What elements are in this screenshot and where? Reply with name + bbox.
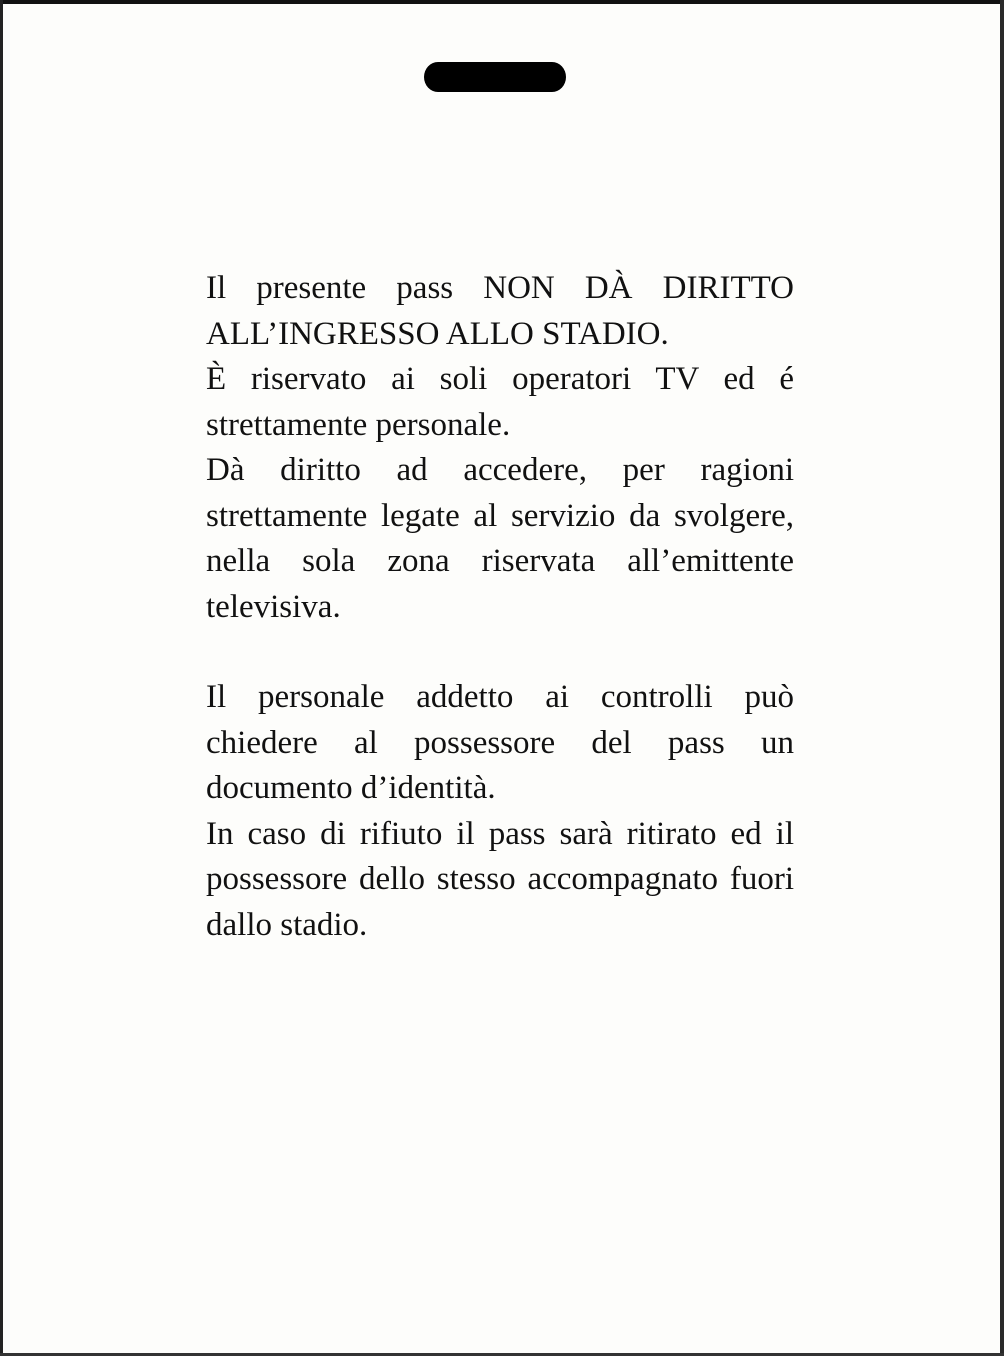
- paragraph-spacer: [206, 630, 794, 675]
- lanyard-slot-hole: [424, 62, 566, 92]
- notice-access-zone: Dà diritto ad accedere, per ragioni strettamente legate al servizio da svolgere, nella sola zona riservata all’emittente televisiva.: [206, 452, 794, 625]
- card-border-top: [0, 0, 1004, 4]
- card-border-right: [1000, 0, 1004, 1356]
- notice-refusal-consequence: In caso di rifiuto il pass sarà ritirato ed il possessore dello stesso accompagnato fuori dallo stadio.: [206, 815, 794, 943]
- notice-tv-operators-only: È riservato ai soli operatori TV ed é strettamente personale.: [206, 361, 794, 443]
- card-border-left: [0, 0, 3, 1356]
- pass-terms-text: [206, 266, 794, 948]
- notice-no-stadium-entry: Il presente pass NON DÀ DIRITTO ALL’INGRESSO ALLO STADIO.: [206, 270, 794, 352]
- notice-id-check: Il personale addetto ai controlli può chiedere al possessore del pass un documento d’identità.: [206, 679, 794, 806]
